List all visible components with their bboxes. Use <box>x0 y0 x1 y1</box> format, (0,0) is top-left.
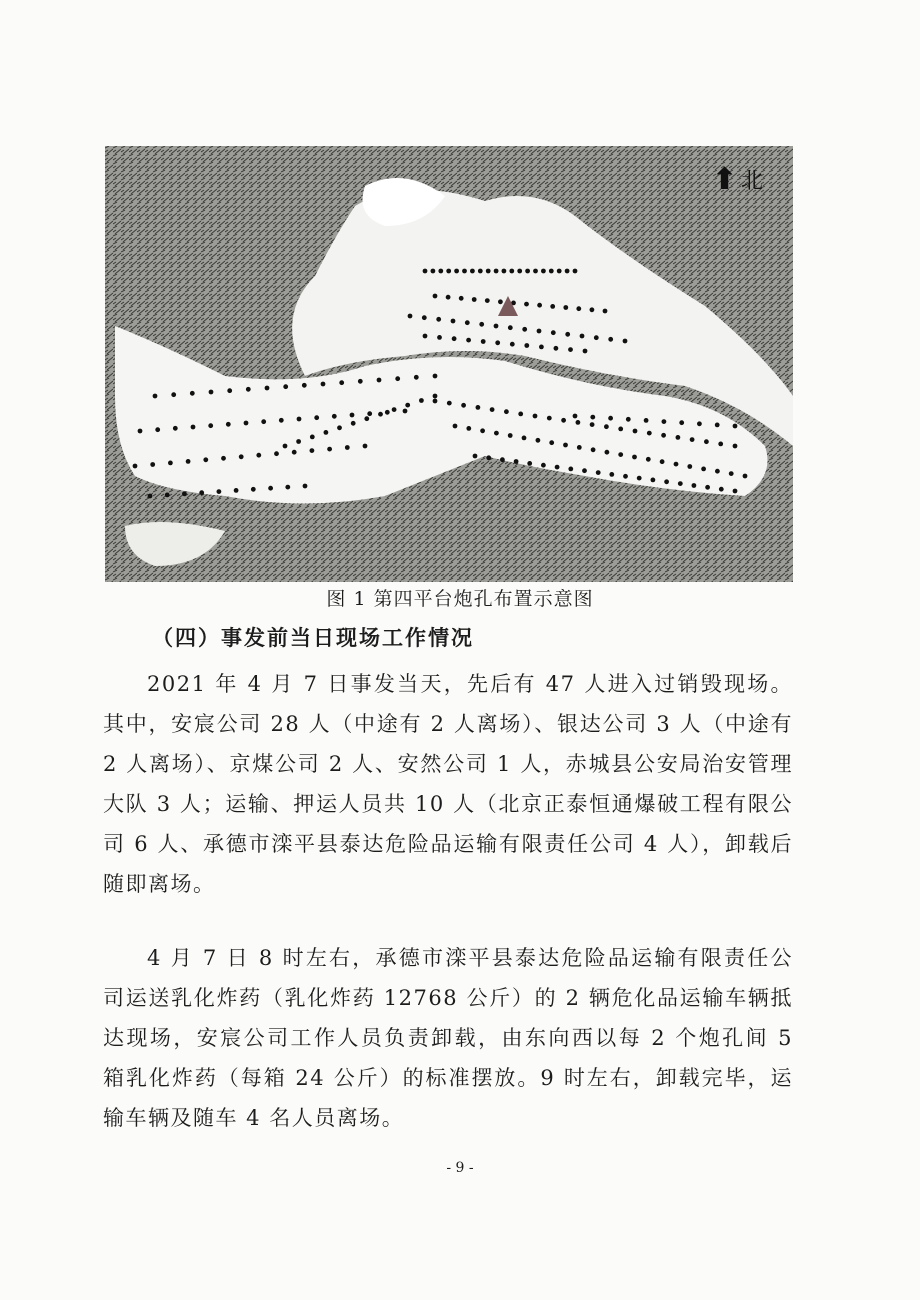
blast-hole <box>704 439 709 444</box>
blast-hole <box>148 494 153 499</box>
blast-hole <box>733 424 738 429</box>
blast-hole <box>446 295 451 300</box>
blast-hole <box>321 382 326 387</box>
blast-hole <box>378 412 383 417</box>
blast-hole <box>234 488 239 493</box>
blast-hole <box>327 447 332 452</box>
blast-hole <box>314 415 319 420</box>
blast-hole <box>554 346 559 351</box>
north-label: 北 <box>740 169 763 194</box>
blast-hole <box>729 471 734 476</box>
blast-hole <box>446 269 451 274</box>
blast-hole <box>576 306 581 311</box>
blast-hole <box>297 417 302 422</box>
blast-hole <box>239 454 244 459</box>
blast-hole <box>596 470 601 475</box>
blast-hole <box>517 269 522 274</box>
blast-hole <box>486 455 491 460</box>
blast-hole <box>500 457 505 462</box>
blast-hole <box>478 269 483 274</box>
blast-hole <box>476 405 481 410</box>
blast-hole <box>590 415 595 420</box>
aerial-map-image <box>105 146 793 582</box>
blast-hole <box>199 490 204 495</box>
blast-hole <box>186 459 191 464</box>
blast-hole <box>377 378 382 383</box>
blast-hole <box>337 425 342 430</box>
blast-hole <box>451 319 456 324</box>
blast-hole <box>644 418 649 423</box>
blast-hole <box>537 303 542 308</box>
blast-hole <box>678 481 683 486</box>
blast-hole <box>733 444 738 449</box>
blast-hole <box>226 422 231 427</box>
blast-hole <box>510 342 515 347</box>
blast-hole <box>561 418 566 423</box>
blast-hole <box>227 388 232 393</box>
blast-hole <box>582 468 587 473</box>
blast-hole <box>339 380 344 385</box>
blast-hole <box>623 339 628 344</box>
blast-hole <box>395 376 400 381</box>
page-number: - 9 - <box>446 1160 474 1176</box>
blast-hole <box>623 474 628 479</box>
blast-hole <box>674 462 679 467</box>
blast-hole <box>495 340 500 345</box>
blast-hole <box>618 452 623 457</box>
blast-hole <box>153 394 158 399</box>
blast-hole <box>522 436 527 441</box>
blast-hole <box>697 421 702 426</box>
blast-hole <box>466 338 471 343</box>
blast-hole <box>549 269 554 274</box>
blast-hole <box>537 329 542 334</box>
blast-hole <box>208 423 213 428</box>
blast-hole <box>604 424 609 429</box>
blast-hole <box>414 375 419 380</box>
blast-hole <box>590 307 595 312</box>
blast-hole <box>454 269 459 274</box>
blast-hole <box>563 443 568 448</box>
blast-hole <box>594 335 599 340</box>
blast-hole <box>494 324 499 329</box>
blast-hole <box>447 401 452 406</box>
blast-hole <box>461 403 466 408</box>
blast-hole <box>466 426 471 431</box>
blast-hole <box>422 315 427 320</box>
blast-hole <box>268 486 273 491</box>
blast-hole <box>647 431 652 436</box>
blast-hole <box>133 464 138 469</box>
blast-hole <box>473 454 478 459</box>
blast-hole <box>573 269 578 274</box>
blast-hole <box>608 337 613 342</box>
blast-hole <box>498 299 503 304</box>
blast-hole <box>563 305 568 310</box>
blast-hole <box>541 463 546 468</box>
blast-hole <box>283 384 288 389</box>
blast-hole <box>577 445 582 450</box>
blast-hole <box>527 461 532 466</box>
blast-hole <box>168 461 173 466</box>
blast-hole <box>664 479 669 484</box>
blast-hole <box>480 428 485 433</box>
blast-hole <box>438 269 443 274</box>
blast-hole <box>274 451 279 456</box>
blast-hole <box>251 487 256 492</box>
blast-hole <box>651 478 656 483</box>
blast-hole <box>508 325 513 330</box>
blast-hole <box>190 391 195 396</box>
blast-hole <box>351 421 356 426</box>
blast-hole <box>662 419 667 424</box>
blast-hole <box>637 476 642 481</box>
north-indicator <box>711 161 763 197</box>
blast-hole <box>605 450 610 455</box>
blast-hole <box>209 390 214 395</box>
blast-hole <box>603 309 608 314</box>
blast-hole <box>549 440 554 445</box>
blast-hole <box>661 433 666 438</box>
blast-hole <box>403 409 408 414</box>
blast-hole <box>408 314 413 319</box>
blast-hole <box>191 425 196 430</box>
blast-hole <box>433 294 438 299</box>
blast-hole <box>433 399 438 404</box>
blast-hole <box>437 335 442 340</box>
blast-hole <box>265 386 270 391</box>
blast-hole <box>472 297 477 302</box>
blast-hole <box>459 296 464 301</box>
blast-hole <box>568 467 573 472</box>
blast-hole <box>539 345 544 350</box>
blast-hole <box>244 421 249 426</box>
blast-hole <box>524 343 529 348</box>
north-arrow-icon: ⬆ <box>711 161 737 197</box>
blast-hole <box>462 269 467 274</box>
blast-hole <box>518 412 523 417</box>
blast-hole <box>203 457 208 462</box>
blast-hole <box>590 422 595 427</box>
blast-hole <box>733 489 738 494</box>
blast-hole <box>431 269 436 274</box>
section-heading: （四）事发前当日现场工作情况 <box>152 625 474 650</box>
blast-hole <box>509 269 514 274</box>
blast-hole <box>591 447 596 452</box>
blast-hole <box>364 416 369 421</box>
blast-hole <box>173 426 178 431</box>
blast-hole <box>138 429 143 434</box>
blast-hole <box>690 437 695 442</box>
blast-hole <box>676 435 681 440</box>
blast-hole <box>522 327 527 332</box>
blast-hole <box>632 455 637 460</box>
blast-hole <box>533 269 538 274</box>
blast-hole <box>494 269 499 274</box>
blast-hole <box>541 269 546 274</box>
blast-hole <box>660 459 665 464</box>
blast-hole <box>551 330 556 335</box>
paragraph: 2021 年 4 月 7 日事发当天，先后有 47 人进入过销毁现场。其中，安宸公司 28 人（中途有 2 人离场）、银达公司 3 人（中途有 2 人离场）、京煤公司 2 人、安然公司 1 人，赤城县公安局治安管理大队 3 人；运输、押运人员共 10 人（北京正泰恒通爆破工程有限公司 6 人、承德市滦平县泰达危险品运输有限责任公司 4 人），卸载后随即离场。 <box>103 672 793 896</box>
blast-hole <box>486 269 491 274</box>
blast-hole <box>524 302 529 307</box>
blast-hole <box>436 317 441 322</box>
blast-hole <box>514 459 519 464</box>
blast-hole <box>363 444 368 449</box>
blast-hole <box>608 416 613 421</box>
blast-hole <box>405 403 410 408</box>
blast-hole <box>350 413 355 418</box>
blast-hole <box>743 474 748 479</box>
blast-hole <box>565 269 570 274</box>
blast-hole <box>547 416 552 421</box>
blast-hole <box>687 464 692 469</box>
blast-hole <box>433 374 438 379</box>
blast-hole <box>165 493 170 498</box>
blast-hole <box>705 485 710 490</box>
blast-hole <box>285 485 290 490</box>
blast-hole <box>303 484 308 489</box>
blast-hole <box>692 483 697 488</box>
blast-hole <box>423 334 428 339</box>
blast-hole <box>419 398 424 403</box>
blast-hole <box>646 457 651 462</box>
blast-hole <box>583 349 588 354</box>
blast-hole <box>302 383 307 388</box>
blast-hole <box>576 420 581 425</box>
blast-hole <box>718 442 723 447</box>
blast-hole <box>310 448 315 453</box>
blast-hole <box>332 414 337 419</box>
blast-hole <box>555 465 560 470</box>
blast-hole <box>423 269 428 274</box>
blast-hole <box>292 450 297 455</box>
blast-hole <box>452 336 457 341</box>
blast-hole <box>550 304 555 309</box>
blast-hole <box>433 394 438 399</box>
blast-hole <box>533 414 538 419</box>
blast-hole <box>182 491 187 496</box>
blast-hole <box>296 439 301 444</box>
blast-hole <box>283 444 288 449</box>
blast-hole <box>171 392 176 397</box>
blast-hole <box>573 414 578 419</box>
blast-hole <box>580 334 585 339</box>
blast-hole <box>385 410 390 415</box>
blast-hole <box>279 418 284 423</box>
blast-hole <box>310 435 315 440</box>
figure-caption: 图 1 第四平台炮孔布置示意图 <box>326 588 594 610</box>
blast-hole <box>679 420 684 425</box>
blast-hole <box>504 409 509 414</box>
blast-hole <box>609 472 614 477</box>
blast-hole <box>502 269 507 274</box>
blast-hole <box>490 407 495 412</box>
blast-hole <box>479 322 484 327</box>
blast-hole <box>715 469 720 474</box>
blast-hole <box>618 427 623 432</box>
blast-hole <box>367 411 372 416</box>
blast-hole <box>358 379 363 384</box>
blast-hole <box>246 387 251 392</box>
blast-hole <box>392 407 397 412</box>
blast-hole <box>508 433 513 438</box>
blast-hole <box>494 431 499 436</box>
blast-hole <box>470 269 475 274</box>
blast-hole <box>485 298 490 303</box>
blast-hole <box>557 269 562 274</box>
blast-hole <box>481 339 486 344</box>
paragraph: 4 月 7 日 8 时左右，承德市滦平县泰达危险品运输有限责任公司运送乳化炸药（乳化炸药 12768 公斤）的 2 辆危化品运输车辆抵达现场，安宸公司工作人员负责卸载，由东向西以每 2 个炮孔间 5 箱乳化炸药（每箱 24 公斤）的标准摆放。9 时左右，卸载完毕，运输车辆及随车 4 名人员离场。 <box>103 946 793 1130</box>
blast-hole <box>701 467 706 472</box>
blast-hole <box>633 429 638 434</box>
blast-hole <box>261 419 266 424</box>
blast-hole <box>150 462 155 467</box>
blast-hole <box>453 424 458 429</box>
blast-hole <box>568 347 573 352</box>
blast-hole-layout-figure <box>105 146 793 582</box>
blast-hole <box>155 427 160 432</box>
blast-hole <box>565 332 570 337</box>
blast-hole <box>715 423 720 428</box>
blast-hole <box>465 320 470 325</box>
blast-hole <box>525 269 530 274</box>
blast-hole <box>536 438 541 443</box>
blast-hole <box>345 445 350 450</box>
blast-hole <box>719 487 724 492</box>
blast-hole <box>217 489 222 494</box>
blast-hole <box>324 430 329 435</box>
blast-hole <box>256 453 261 458</box>
blast-hole <box>221 456 226 461</box>
blast-hole <box>626 417 631 422</box>
